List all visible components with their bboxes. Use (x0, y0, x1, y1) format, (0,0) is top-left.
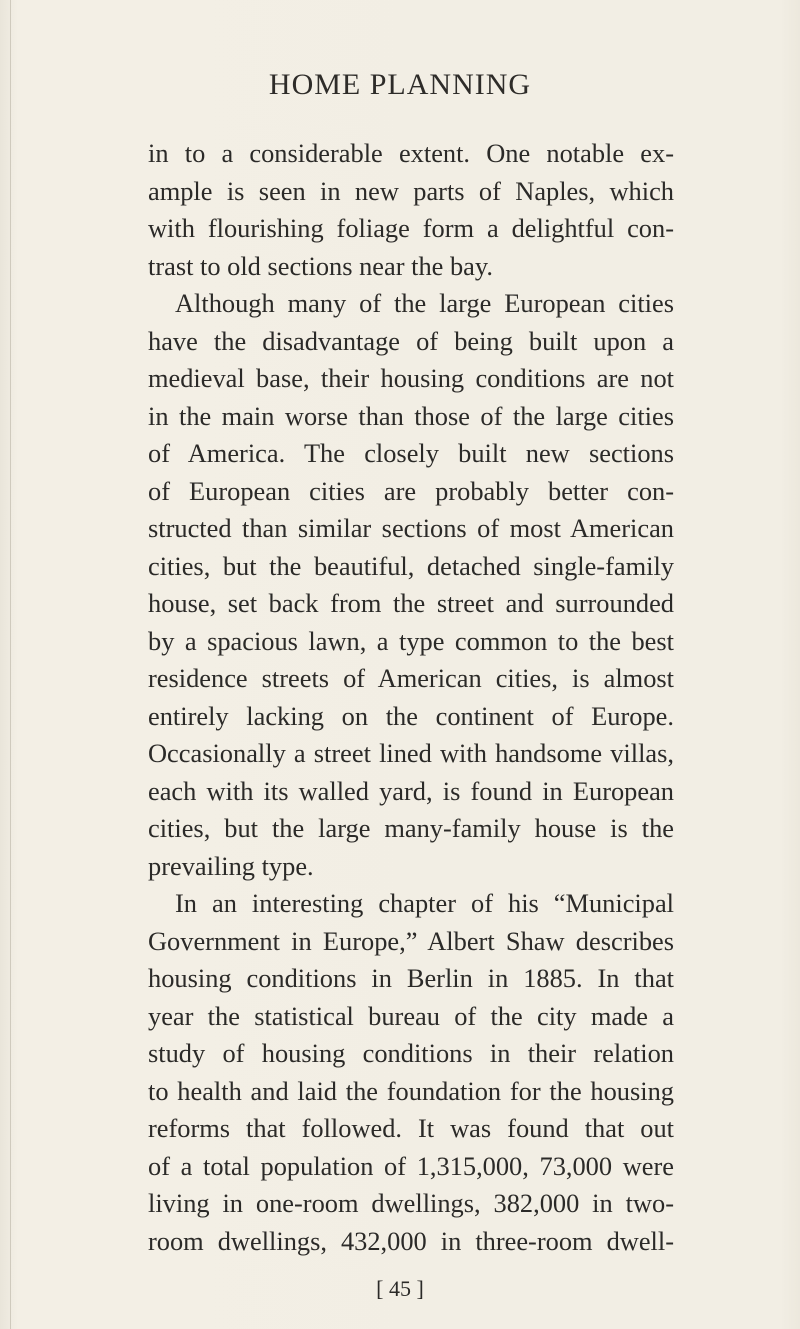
page-gutter-edge (10, 0, 11, 1329)
text-line: in the main worse than those of the large cities (148, 400, 674, 431)
text-line: with flourishing foliage form a delightful con- (148, 213, 674, 243)
body-text (148, 135, 674, 1260)
running-head: HOME PLANNING (268, 68, 532, 101)
text-line: of a total population of 1,315,000, 73,000 were (148, 1150, 674, 1181)
text-line: of America. The closely built new sections (148, 438, 674, 468)
text-line: prevailing type. (148, 850, 314, 881)
text-line: study of housing conditions in their relation (148, 1038, 674, 1068)
text-line: cities, but the beautiful, detached single-family (148, 550, 674, 581)
text-line: of European cities are probably better con- (148, 475, 674, 506)
text-line: entirely lacking on the continent of Europe. (148, 700, 674, 731)
text-line: medieval base, their housing conditions are not (148, 363, 674, 393)
text-line: Although many of the large European cities (175, 288, 674, 318)
text-line: year the statistical bureau of the city made a (148, 1000, 674, 1031)
text-line: structed than similar sections of most American (148, 513, 674, 543)
text-line: ample is seen in new parts of Naples, which (148, 175, 674, 206)
text-line: house, set back from the street and surrounded (148, 588, 674, 618)
text-line: by a spacious lawn, a type common to the best (148, 625, 674, 656)
text-line: have the disadvantage of being built upon a (148, 325, 674, 356)
text-line: room dwellings, 432,000 in three-room dwell- (148, 1225, 674, 1256)
text-line: cities, but the large many-family house is the (148, 813, 674, 843)
text-line: Occasionally a street lined with handsome villas, (148, 738, 674, 768)
text-line: Government in Europe,” Albert Shaw describes (148, 925, 674, 956)
text-line: trast to old sections near the bay. (148, 250, 493, 281)
text-line: housing conditions in Berlin in 1885. In that (148, 963, 674, 993)
text-line: residence streets of American cities, is almost (148, 663, 674, 693)
text-line: to health and laid the foundation for the housing (148, 1075, 674, 1106)
text-line: In an interesting chapter of his “Municipal (175, 888, 674, 918)
text-line: in to a considerable extent. One notable ex- (148, 138, 674, 168)
text-line: reforms that followed. It was found that out (148, 1113, 674, 1143)
text-line: each with its walled yard, is found in European (148, 775, 674, 806)
page-number: [ 45 ] (376, 1276, 424, 1301)
text-line: living in one-room dwellings, 382,000 in two- (148, 1188, 674, 1218)
